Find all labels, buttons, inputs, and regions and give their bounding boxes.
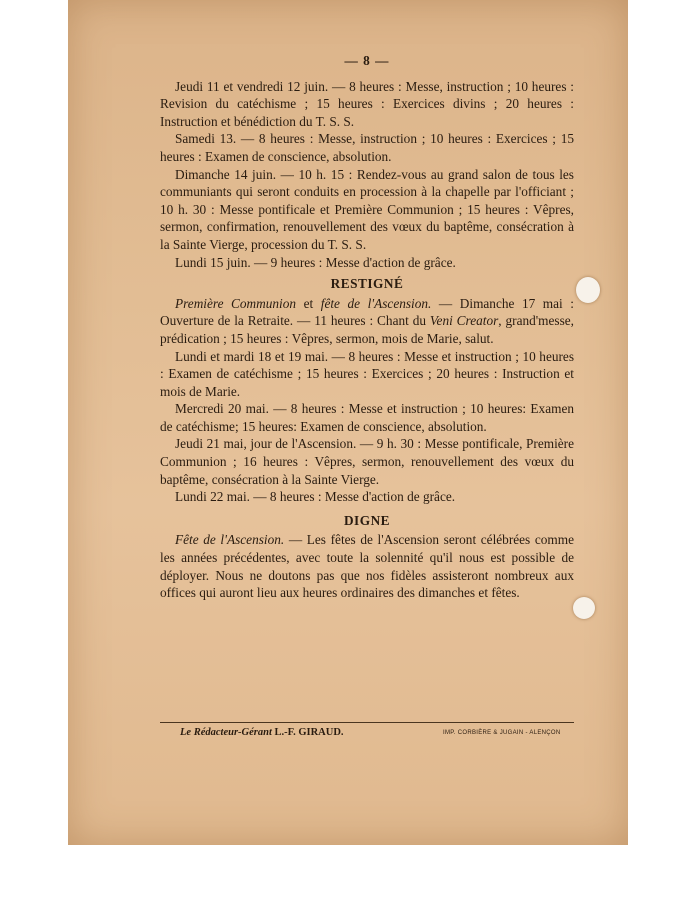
- section-heading-digne: DIGNE: [343, 512, 391, 528]
- punch-hole: [576, 277, 600, 303]
- section-heading-restigne: RESTIGNÉ: [330, 276, 404, 292]
- punch-hole: [573, 597, 595, 619]
- article-body: [160, 52, 574, 602]
- intro-text: , grand'messe, prédication ; 15 heures : Vêpres, sermon, mois de Marie, salut.: [160, 313, 574, 346]
- restigne-intro: [160, 295, 574, 348]
- footer-rule: [160, 722, 574, 723]
- schedule-paragraph: Samedi 13. — 8 heures : Messe, instruction ; 10 heures : Exercices ; 15 heures : Examen de conscience, absolution.: [160, 131, 574, 164]
- intro-text: et: [296, 295, 321, 311]
- editor-name: L.-F. GIRAUD.: [271, 727, 344, 738]
- digne-paragraph: [160, 531, 574, 601]
- printer-credit: IMP. CORBIÈRE & JUGAIN - ALENÇON: [443, 730, 561, 736]
- schedule-paragraph: Lundi 15 juin. — 9 heures : Messe d'action de grâce.: [175, 254, 456, 270]
- intro-italic: Veni Creator: [429, 313, 499, 329]
- schedule-paragraph: Lundi 22 mai. — 8 heures : Messe d'action de grâce.: [175, 489, 456, 505]
- schedule-paragraph: Mercredi 20 mai. — 8 heures : Messe et instruction ; 10 heures: Examen de catéchisme; 15 heures: Examen de conscience, absolution.: [160, 401, 574, 434]
- schedule-paragraph: Jeudi 11 et vendredi 12 juin. — 8 heures : Messe, instruction ; 10 heures : Revision du catéchisme ; 15 heures : Exercices divins ; 20 heures : Instruction et bénédiction du T. S. S.: [160, 78, 574, 129]
- intro-italic: Première Communion: [175, 295, 297, 311]
- intro-text: — Dimanche 17 mai : Ouverture de la Retraite. — 11 heures : Chant du: [160, 295, 574, 329]
- intro-italic: fête de l'Ascension.: [320, 295, 432, 311]
- editor-label: Le Rédacteur-Gérant: [180, 727, 272, 738]
- schedule-paragraph: Jeudi 21 mai, jour de l'Ascension. — 9 h. 30 : Messe pontificale, Première Communion ; 16 heures : Vêpres, sermon, renouvellement des vœux du baptême, consécration à la Sainte Vierge.: [160, 436, 574, 487]
- page-number: — 8 —: [344, 53, 390, 68]
- schedule-paragraph: Lundi et mardi 18 et 19 mai. — 8 heures : Messe et instruction ; 10 heures : Examen de catéchisme ; 15 heures : Exercices ; 20 heures : Instruction et mois de Marie.: [160, 348, 574, 399]
- schedule-paragraph: Dimanche 14 juin. — 10 h. 15 : Rendez-vous au grand salon de tous les communiants qui seront conduits en procession à la chapelle par l'officiant ; 10 h. 30 : Messe pontificale et Première Communion ; 15 heures : Vêpres, sermon, confirmation, renouvellement des vœux du baptême, consécration à la Sainte Vierge, procession du T. S. S.: [160, 166, 574, 252]
- digne-italic: Fête de l'Ascension.: [175, 532, 285, 548]
- digne-text: — Les fêtes de l'Ascension seront célébrées comme les années précédentes, avec toute la solennité qu'il nous est possible de déployer. Nous ne doutons pas que nos fidèles assisteront nombreux aux offices qui auront lieu aux heures ordinaires des dimanches et fêtes.: [160, 532, 574, 601]
- editor-credit: [180, 727, 344, 738]
